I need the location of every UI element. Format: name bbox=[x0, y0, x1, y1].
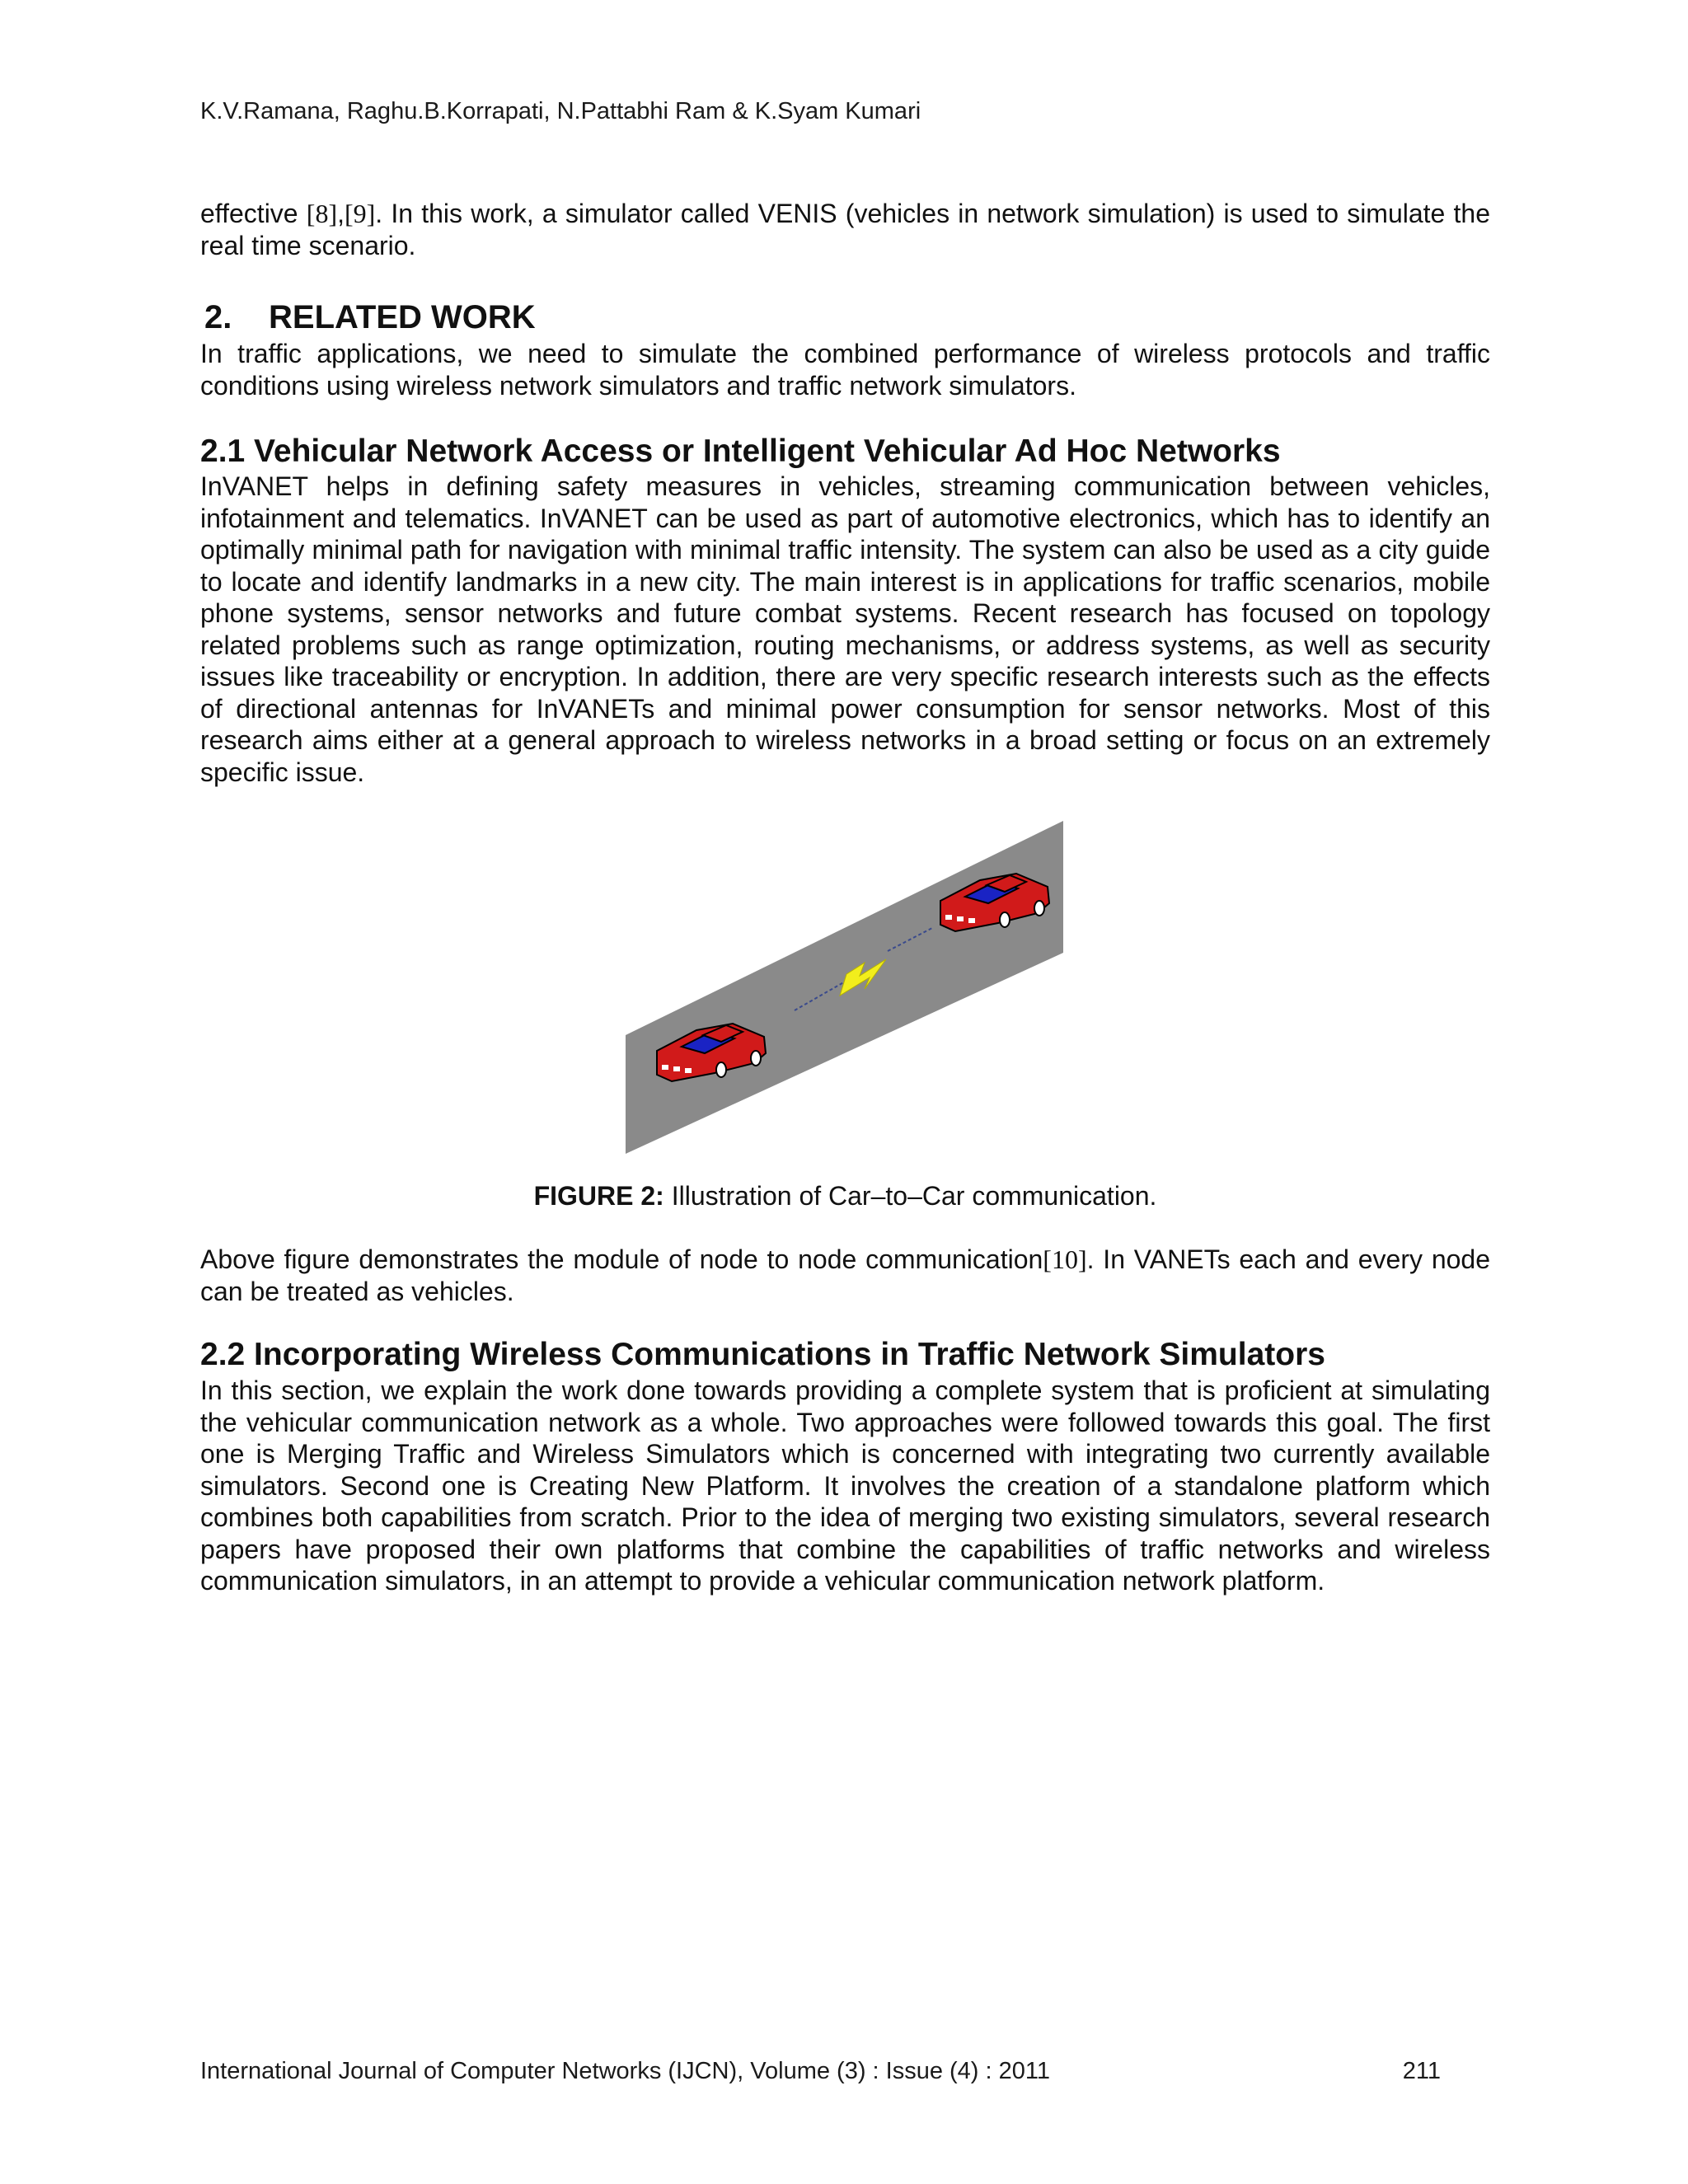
car-to-car-figure bbox=[626, 821, 1063, 1154]
figure-description-paragraph bbox=[200, 1244, 1490, 1307]
citation-8: [8] bbox=[306, 199, 338, 228]
figure-caption bbox=[200, 1180, 1490, 1212]
citation-separator: , bbox=[337, 199, 345, 228]
section-2-1-heading: 2.1 Vehicular Network Access or Intelligent Vehicular Ad Hoc Networks bbox=[200, 434, 1281, 469]
car-right-wheel-front bbox=[1000, 912, 1010, 927]
section-2-number: 2. bbox=[204, 299, 232, 335]
section-2-2-heading: 2.2 Incorporating Wireless Communications in Traffic Network Simulators bbox=[200, 1337, 1325, 1372]
section-2-title: RELATED WORK bbox=[269, 299, 536, 335]
figure-description-text: Above figure demonstrates the module of node to node communication bbox=[200, 1244, 1043, 1274]
figure-description-continued: . In VANETs each and every node can be treated as vehicles. bbox=[200, 1244, 1491, 1306]
car-right-wheel-back bbox=[1034, 901, 1044, 916]
intro-text-continued: . In this work, a simulator called VENIS (vehicles in network simulation) is used to simulate the real time scenario. bbox=[200, 199, 1491, 260]
car-right-headlight-3 bbox=[968, 918, 975, 923]
section-2-2-paragraph: In this section, we explain the work done towards providing a complete system that is proficient at simulating the vehicular communication network as a whole. Two approaches were followed towards this goal. The first one is Merging Traffic and Wireless Simulators which is concerned with integrating two currently available simulators. Second one is Creating New Platform. It involves the creation of a standalone platform which combines both capabilities from scratch. Prior to the idea of merging two existing simulators, several research papers have proposed their own platforms that combine the capabilities of traffic networks and wireless communication simulators, in an attempt to provide a vehicular communication network platform. bbox=[200, 1376, 1490, 1596]
footer-journal: International Journal of Computer Networks (IJCN), Volume (3) : Issue (4) : 2011 bbox=[200, 2058, 1051, 2084]
intro-text: effective bbox=[200, 199, 307, 228]
section-2-heading bbox=[200, 298, 536, 336]
running-head-authors: K.V.Ramana, Raghu.B.Korrapati, N.Pattabhi Ram & K.Syam Kumari bbox=[200, 98, 921, 124]
figure-caption-text: Illustration of Car–to–Car communication. bbox=[663, 1181, 1157, 1211]
car-right-headlight-2 bbox=[957, 916, 964, 921]
citation-9: [9] bbox=[344, 199, 376, 228]
intro-paragraph bbox=[200, 198, 1490, 261]
figure-label: FIGURE 2: bbox=[533, 1181, 664, 1211]
citation-10: [10] bbox=[1043, 1244, 1087, 1274]
car-left-wheel-back bbox=[751, 1051, 761, 1066]
page-footer bbox=[200, 2057, 1441, 2085]
section-2-paragraph: In traffic applications, we need to simulate the combined performance of wireless protocols and traffic conditions using wireless network simulators and traffic network simulators. bbox=[200, 339, 1490, 401]
page-number: 211 bbox=[1402, 2058, 1441, 2084]
car-left-wheel-front bbox=[716, 1062, 726, 1077]
car-left-headlight-1 bbox=[662, 1065, 668, 1070]
car-left-headlight-3 bbox=[685, 1068, 692, 1073]
car-right-headlight-1 bbox=[945, 915, 952, 920]
car-left-headlight-2 bbox=[673, 1066, 680, 1071]
section-2-1-paragraph: InVANET helps in defining safety measures in vehicles, streaming communication between vehicles, infotainment and telematics. InVANET can be used as part of automotive electronics, which has to identify an optimally minimal path for navigation with minimal traffic intensity. The system can also be used as a city guide to locate and identify landmarks in a new city. The main interest is in applications for traffic scenarios, mobile phone systems, sensor networks and future combat systems. Recent research has focused on topology related problems such as range optimization, routing mechanisms, or address systems, as well as security issues like traceability or encryption. In addition, there are very specific research interests such as the effects of directional antennas for InVANETs and minimal power consumption for sensor networks. Most of this research aims either at a general approach to wireless networks in a broad setting or focus on an extremely specific issue. bbox=[200, 471, 1490, 787]
